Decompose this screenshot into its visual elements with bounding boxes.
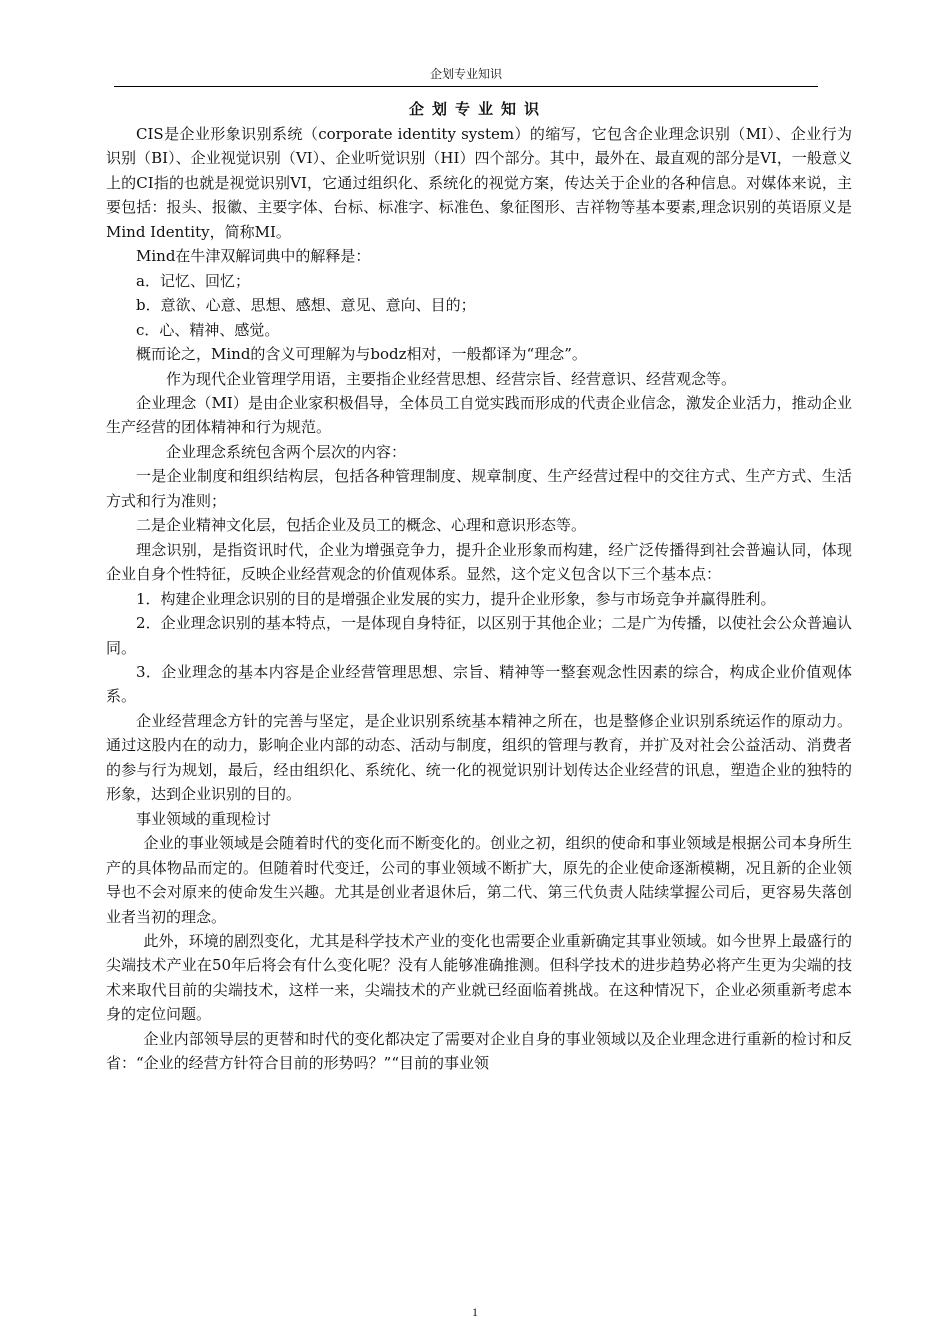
list-item: a．记忆、回忆； (136, 271, 250, 290)
numbered-item: 1．构建企业理念识别的目的是增强企业发展的实力，提升企业形象，参与市场竞争并赢得胜利。 (136, 589, 776, 608)
list-item: b．意欲、心意、思想、感想、意见、意向、目的； (136, 296, 476, 315)
paragraph: 作为现代企业管理学用语，主要指企业经营思想、经营宗旨、经营意识、经营观念等。 (166, 369, 737, 388)
paragraph: 企业理念（MI）是由企业家积极倡导，全体员工自觉实践而形成的代责企业信念，激发企业活力，推动企业生产经营的团体精神和行为规范。 (106, 393, 852, 437)
page-header: 企划专业知识 (429, 67, 502, 81)
section-heading: 事业领域的重现检讨 (136, 809, 272, 828)
page-number: 1 (472, 1305, 478, 1319)
document-body (106, 122, 852, 1076)
paragraph: 企业理念系统包含两个层次的内容： (166, 442, 407, 461)
header-rule (114, 86, 818, 87)
paragraph: 此外，环境的剧烈变化，尤其是科学技术产业的变化也需要企业重新确定其事业领域。如今世界上最盛行的尖端技术产业在50年后将会有什么变化呢？没有人能够准确推测。但科学技术的进步趋势必将产生更为尖端的技术来取代目前的尖端技术，这样一来，尖端技术的产业就已经面临着挑战。在这种情况下，企业必须重新考虑本身的定位问题。 (106, 931, 852, 1024)
paragraph: 二是企业精神文化层，包括企业及员工的概念、心理和意识形态等。 (136, 516, 587, 535)
paragraph: 概而论之，Mind的含义可理解为与bodz相对，一般都译为“理念”。 (136, 345, 587, 364)
paragraph: 企业内部领导层的更替和时代的变化都决定了需要对企业自身的事业领域以及企业理念进行重新的检讨和反省：“企业的经营方针符合目前的形势吗？”“目前的事业领 (106, 1029, 852, 1073)
numbered-item: 3．企业理念的基本内容是企业经营管理思想、宗旨、精神等一整套观念性因素的综合，构成企业价值观体系。 (106, 662, 852, 706)
paragraph: Mind在牛津双解词典中的解释是： (136, 247, 371, 266)
list-item: c．心、精神、感觉。 (136, 320, 280, 339)
document-title: 企划专业知识 (408, 100, 547, 118)
paragraph: 企业经营理念方针的完善与坚定，是企业识别系统基本精神之所在，也是整修企业识别系统运作的原动力。通过这股内在的动力，影响企业内部的动态、活动与制度，组织的管理与教育，并扩及对社会公益活动、消费者的参与行为规划，最后，经由组织化、系统化、统一化的视觉识别计划传达企业经营的讯息，塑造企业的独特的形象，达到企业识别的目的。 (106, 711, 852, 804)
numbered-item: 2．企业理念识别的基本特点，一是体现自身特征，以区别于其他企业；二是广为传播，以使社会公众普遍认同。 (106, 614, 852, 657)
paragraph: 一是企业制度和组织结构层，包括各种管理制度、规章制度、生产经营过程中的交往方式、生产方式、生活方式和行为准则； (106, 467, 852, 510)
paragraph: 企业的事业领域是会随着时代的变化而不断变化的。创业之初，组织的使命和事业领域是根据公司本身所生产的具体物品而定的。但随着时代变迁，公司的事业领域不断扩大，原先的企业使命逐渐模糊，况且新的企业领导也不会对原来的使命发生兴趣。尤其是创业者退休后，第二代、第三代负责人陆续掌握公司后，更容易失落创业者当初的理念。 (106, 834, 852, 926)
paragraph: CIS是企业形象识别系统（corporate identity system）的缩写，它包含企业理念识别（MI）、企业行为识别（BI）、企业视觉识别（VI）、企业听觉识别（HI）四个部分。其中，最外在、最直观的部分是VI，一般意义上的CI指的也就是视觉识别VI，它通过组织化、系统化的视觉方案，传达关于企业的各种信息。对媒体来说，主要包括：报头、报徽、主要字体、台标、标准字、标准色、象征图形、吉祥物等基本要素,理念识别的英语原义是Mind Identity，简称MI。 (106, 125, 852, 241)
paragraph: 理念识别，是指资讯时代，企业为增强竞争力，提升企业形象而构建，经广泛传播得到社会普遍认同，体现企业自身个性特征，反映企业经营观念的价值观体系。显然，这个定义包含以下三个基本点： (106, 540, 852, 584)
